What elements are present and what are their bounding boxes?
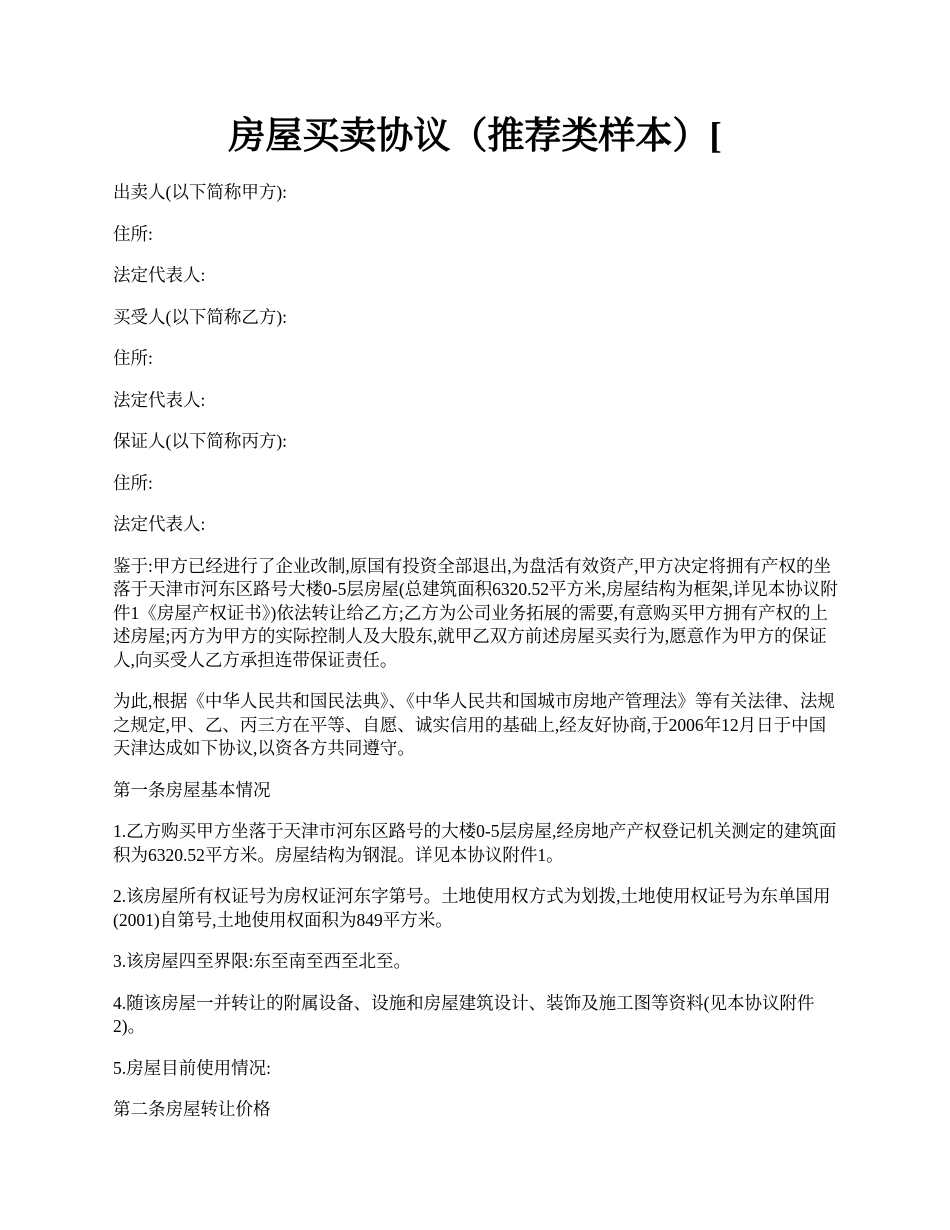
article-2-heading: 第二条房屋转让价格	[113, 1099, 271, 1119]
buyer-label: 买受人(以下简称乙方):	[113, 306, 288, 327]
seller-representative-label: 法定代表人:	[113, 265, 206, 285]
document-title: 房屋买卖协议（推荐类样本）[	[228, 116, 722, 157]
basis-paragraph: 为此,根据《中华人民共和国民法典》、《中华人民共和国城市房地产管理法》等有关法律、法规之规定,甲、乙、丙三方在平等、自愿、诚实信用的基础上,经友好协商,于2006年12月日于中国天津达成如下协议,以资各方共同遵守。	[113, 691, 835, 758]
clause-1-2: 2.该房屋所有权证号为房权证河东字第号。土地使用权方式为划拨,土地使用权证号为东单国用(2001)自第号,土地使用权面积为849平方米。	[113, 886, 831, 930]
seller-label: 出卖人(以下简称甲方):	[113, 182, 288, 202]
clause-1-3: 3.该房屋四至界限:东至南至西至北至。	[113, 951, 411, 971]
guarantor-label: 保证人(以下简称丙方):	[113, 431, 288, 451]
document-body	[113, 181, 843, 1140]
article-1-heading: 第一条房屋基本情况	[113, 779, 271, 800]
guarantor-representative-label: 法定代表人:	[113, 514, 206, 534]
clause-1-5: 5.房屋目前使用情况:	[113, 1057, 271, 1078]
clause-1-4: 4.随该房屋一并转让的附属设备、设施和房屋建筑设计、装饰及施工图等资料(见本协议附件2)。	[113, 992, 815, 1036]
whereas-paragraph: 鉴于:甲方已经进行了企业改制,原国有投资全部退出,为盘活有效资产,甲方决定将拥有产权的坐落于天津市河东区路号大楼0-5层房屋(总建筑面积6320.52平方米,房屋结构为框架,详见本协议附件1《房屋产权证书》)依法转让给乙方;乙方为公司业务拓展的需要,有意购买甲方拥有产权的上述房屋;丙方为甲方的实际控制人及大股东,就甲乙双方前述房屋买卖行为,愿意作为甲方的保证人,向买受人乙方承担连带保证责任。	[113, 555, 838, 670]
buyer-representative-label: 法定代表人:	[113, 389, 206, 410]
guarantor-address-label: 住所:	[113, 472, 153, 493]
clause-1-1: 1.乙方购买甲方坐落于天津市河东区路号的大楼0-5层房屋,经房地产产权登记机关测定的建筑面积为6320.52平方米。房屋结构为钢混。详见本协议附件1。	[113, 821, 837, 865]
seller-address-label: 住所:	[113, 223, 153, 244]
buyer-address-label: 住所:	[113, 348, 153, 368]
